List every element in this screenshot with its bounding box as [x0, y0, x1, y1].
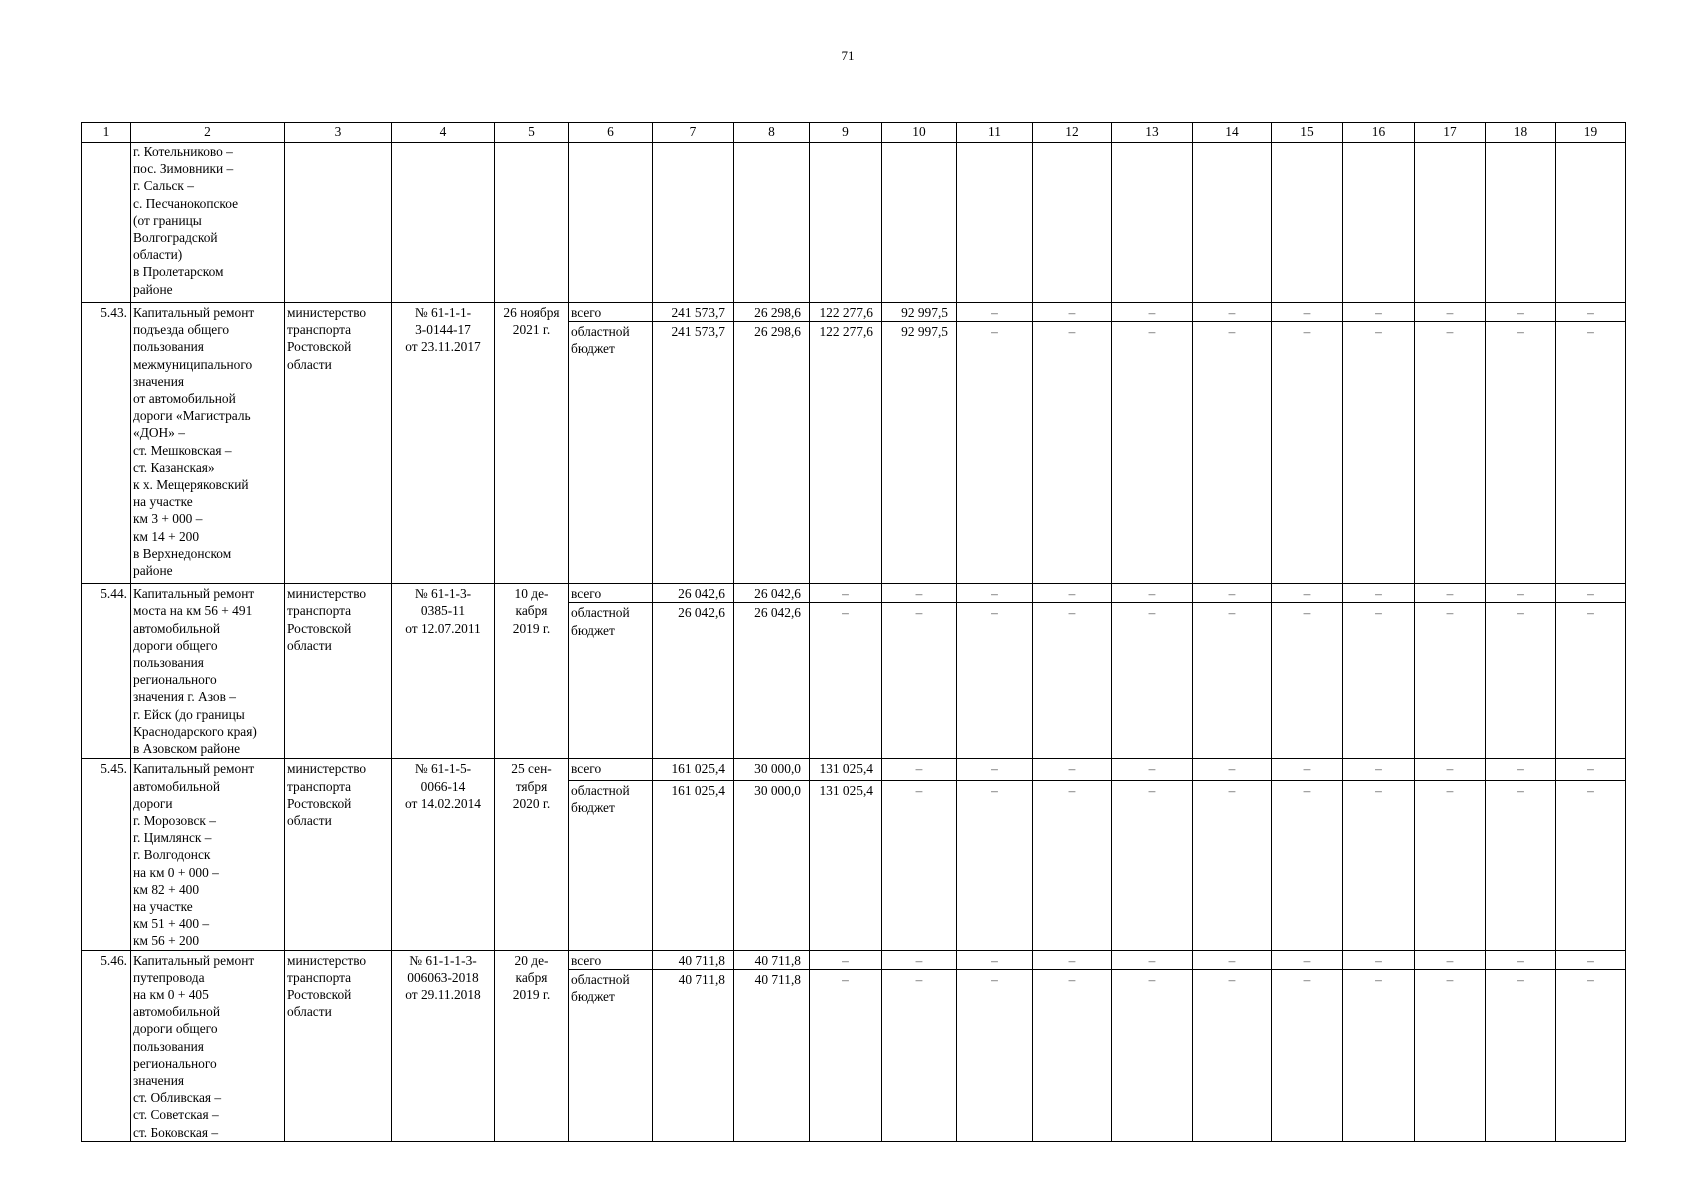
- value-cell: –: [1415, 780, 1486, 950]
- value-cell: –: [1112, 303, 1193, 322]
- column-header: 6: [569, 123, 653, 143]
- value-cell: –: [1556, 780, 1626, 950]
- value-cell: –: [1556, 322, 1626, 584]
- value-cell: –: [1415, 969, 1486, 1141]
- source-regional-label: областной бюджет: [569, 603, 653, 759]
- value-cell: –: [957, 303, 1033, 322]
- value-cell: 26 042,6: [653, 603, 734, 759]
- value-cell: –: [1556, 969, 1626, 1141]
- value-cell: –: [1033, 950, 1112, 969]
- source-regional-label: областной бюджет: [569, 969, 653, 1141]
- column-header: 19: [1556, 123, 1626, 143]
- column-header: 8: [734, 123, 810, 143]
- value-cell: 92 997,5: [882, 322, 957, 584]
- value-cell: 26 298,6: [734, 322, 810, 584]
- object-name: Капитальный ремонт путепровода на км 0 + 405 автомобильной дороги общего пользования регионального значения ст. Обливская – ст. Советская – ст. Боковская –: [131, 950, 285, 1141]
- value-cell: 161 025,4: [653, 780, 734, 950]
- value-cell: 40 711,8: [734, 969, 810, 1141]
- value-cell: 26 042,6: [734, 603, 810, 759]
- value-cell: –: [957, 780, 1033, 950]
- column-header: 9: [810, 123, 882, 143]
- value-cell: –: [1033, 322, 1112, 584]
- value-cell: –: [1193, 780, 1272, 950]
- value-cell: 40 711,8: [734, 950, 810, 969]
- value-cell: –: [1033, 969, 1112, 1141]
- value-cell: –: [957, 950, 1033, 969]
- column-header: 16: [1343, 123, 1415, 143]
- value-cell: –: [1112, 603, 1193, 759]
- page-number: 71: [841, 48, 855, 63]
- value-cell: 26 298,6: [734, 303, 810, 322]
- column-header: 5: [495, 123, 569, 143]
- value-cell: –: [1343, 759, 1415, 780]
- column-header: 10: [882, 123, 957, 143]
- value-cell: –: [1272, 969, 1343, 1141]
- value-cell: –: [1112, 780, 1193, 950]
- value-cell: –: [1343, 969, 1415, 1141]
- value-cell: 30 000,0: [734, 759, 810, 780]
- completion-date: 10 де- кабря 2019 г.: [495, 584, 569, 759]
- value-cell: –: [1415, 584, 1486, 603]
- value-cell: 241 573,7: [653, 322, 734, 584]
- value-cell: –: [1486, 584, 1556, 603]
- completion-date: 20 де- кабря 2019 г.: [495, 950, 569, 1141]
- column-header: 2: [131, 123, 285, 143]
- source-total-label: всего: [569, 950, 653, 969]
- value-cell: –: [882, 780, 957, 950]
- value-cell: –: [1486, 780, 1556, 950]
- column-header: 12: [1033, 123, 1112, 143]
- value-cell: –: [1193, 584, 1272, 603]
- value-cell: 30 000,0: [734, 780, 810, 950]
- value-cell: –: [1415, 950, 1486, 969]
- value-cell: –: [882, 584, 957, 603]
- source-total-label: всего: [569, 303, 653, 322]
- record-row-total: [82, 584, 1626, 603]
- value-cell: –: [882, 759, 957, 780]
- value-cell: –: [1556, 759, 1626, 780]
- value-cell: –: [1272, 759, 1343, 780]
- value-cell: –: [810, 584, 882, 603]
- value-cell: –: [1272, 584, 1343, 603]
- value-cell: –: [957, 603, 1033, 759]
- value-cell: –: [810, 603, 882, 759]
- column-header: 15: [1272, 123, 1343, 143]
- completion-date: 25 сен- тября 2020 г.: [495, 759, 569, 950]
- column-header: 11: [957, 123, 1033, 143]
- column-header: 14: [1193, 123, 1272, 143]
- value-cell: –: [1272, 303, 1343, 322]
- column-header: 1: [82, 123, 131, 143]
- value-cell: 161 025,4: [653, 759, 734, 780]
- document-number: № 61-1-3- 0385-11 от 12.07.2011: [392, 584, 495, 759]
- source-regional-label: областной бюджет: [569, 780, 653, 950]
- column-header: 13: [1112, 123, 1193, 143]
- value-cell: –: [1272, 780, 1343, 950]
- column-header: 4: [392, 123, 495, 143]
- completion-date: 26 ноября 2021 г.: [495, 303, 569, 584]
- value-cell: –: [1033, 759, 1112, 780]
- object-name: Капитальный ремонт моста на км 56 + 491 автомобильной дороги общего пользования регионального значения г. Азов – г. Ейск (до границы Краснодарского края) в Азовском районе: [131, 584, 285, 759]
- object-name: Капитальный ремонт подъезда общего пользования межмуниципального значения от автомобильной дороги «Магистраль «ДОН» – ст. Мешковская – ст. Казанская» к х. Мещеряковский на участке км 3 + 000 – км 14 + 200 в Верхнедонском районе: [131, 303, 285, 584]
- responsible-agency: министерство транспорта Ростовской области: [285, 303, 392, 584]
- record-number: 5.46.: [82, 950, 131, 1141]
- value-cell: –: [1112, 322, 1193, 584]
- value-cell: –: [1486, 950, 1556, 969]
- value-cell: 40 711,8: [653, 969, 734, 1141]
- source-regional-label: областной бюджет: [569, 322, 653, 584]
- value-cell: –: [810, 950, 882, 969]
- value-cell: –: [1272, 950, 1343, 969]
- value-cell: 241 573,7: [653, 303, 734, 322]
- value-cell: –: [1193, 303, 1272, 322]
- column-header: 17: [1415, 123, 1486, 143]
- value-cell: –: [1415, 303, 1486, 322]
- source-total-label: всего: [569, 584, 653, 603]
- value-cell: 40 711,8: [653, 950, 734, 969]
- record-row-total: [82, 303, 1626, 322]
- record-row-total: [82, 950, 1626, 969]
- value-cell: –: [1033, 780, 1112, 950]
- value-cell: –: [882, 950, 957, 969]
- record-number: 5.45.: [82, 759, 131, 950]
- responsible-agency: министерство транспорта Ростовской области: [285, 759, 392, 950]
- value-cell: 122 277,6: [810, 303, 882, 322]
- source-total-label: всего: [569, 759, 653, 780]
- value-cell: 26 042,6: [653, 584, 734, 603]
- responsible-agency: министерство транспорта Ростовской области: [285, 950, 392, 1141]
- value-cell: 131 025,4: [810, 780, 882, 950]
- budget-table: [81, 122, 1626, 1142]
- value-cell: –: [810, 969, 882, 1141]
- value-cell: 122 277,6: [810, 322, 882, 584]
- value-cell: –: [1193, 603, 1272, 759]
- responsible-agency: министерство транспорта Ростовской области: [285, 584, 392, 759]
- value-cell: –: [1272, 603, 1343, 759]
- record-row-total: [82, 759, 1626, 780]
- column-header: 18: [1486, 123, 1556, 143]
- value-cell: –: [957, 584, 1033, 603]
- document-number: № 61-1-5- 0066-14 от 14.02.2014: [392, 759, 495, 950]
- value-cell: –: [882, 603, 957, 759]
- value-cell: –: [1193, 322, 1272, 584]
- record-number: 5.44.: [82, 584, 131, 759]
- value-cell: –: [882, 969, 957, 1141]
- value-cell: –: [1343, 780, 1415, 950]
- value-cell: –: [1343, 303, 1415, 322]
- value-cell: –: [1112, 584, 1193, 603]
- value-cell: –: [1343, 584, 1415, 603]
- column-header: 7: [653, 123, 734, 143]
- document-number: № 61-1-1- 3-0144-17 от 23.11.2017: [392, 303, 495, 584]
- value-cell: –: [1193, 759, 1272, 780]
- column-header: 3: [285, 123, 392, 143]
- value-cell: –: [1272, 322, 1343, 584]
- value-cell: –: [1556, 303, 1626, 322]
- value-cell: –: [1415, 322, 1486, 584]
- document-number: № 61-1-1-3- 006063-2018 от 29.11.2018: [392, 950, 495, 1141]
- value-cell: –: [1486, 969, 1556, 1141]
- value-cell: –: [1033, 584, 1112, 603]
- value-cell: –: [1112, 950, 1193, 969]
- value-cell: 92 997,5: [882, 303, 957, 322]
- record-number: 5.43.: [82, 303, 131, 584]
- value-cell: 131 025,4: [810, 759, 882, 780]
- value-cell: –: [957, 322, 1033, 584]
- value-cell: –: [1033, 603, 1112, 759]
- value-cell: –: [1486, 322, 1556, 584]
- object-name: Капитальный ремонт автомобильной дороги г. Морозовск – г. Цимлянск – г. Волгодонск на км 0 + 000 – км 82 + 400 на участке км 51 + 400 – км 56 + 200: [131, 759, 285, 950]
- value-cell: –: [1556, 584, 1626, 603]
- value-cell: –: [1486, 303, 1556, 322]
- value-cell: 26 042,6: [734, 584, 810, 603]
- value-cell: –: [1033, 303, 1112, 322]
- value-cell: –: [1415, 759, 1486, 780]
- value-cell: –: [1486, 603, 1556, 759]
- value-cell: –: [1193, 950, 1272, 969]
- value-cell: –: [1343, 603, 1415, 759]
- value-cell: –: [1556, 950, 1626, 969]
- value-cell: –: [957, 969, 1033, 1141]
- value-cell: –: [1415, 603, 1486, 759]
- value-cell: –: [1343, 950, 1415, 969]
- continuation-row: [82, 143, 1626, 303]
- value-cell: –: [1556, 603, 1626, 759]
- value-cell: –: [1486, 759, 1556, 780]
- value-cell: –: [1193, 969, 1272, 1141]
- column-number-row: [82, 123, 1626, 143]
- value-cell: –: [1112, 759, 1193, 780]
- value-cell: –: [1343, 322, 1415, 584]
- value-cell: –: [1112, 969, 1193, 1141]
- object-name: г. Котельниково – пос. Зимовники – г. Сальск – с. Песчанокопское (от границы Волгоградской области) в Пролетарском районе: [131, 143, 285, 303]
- value-cell: –: [957, 759, 1033, 780]
